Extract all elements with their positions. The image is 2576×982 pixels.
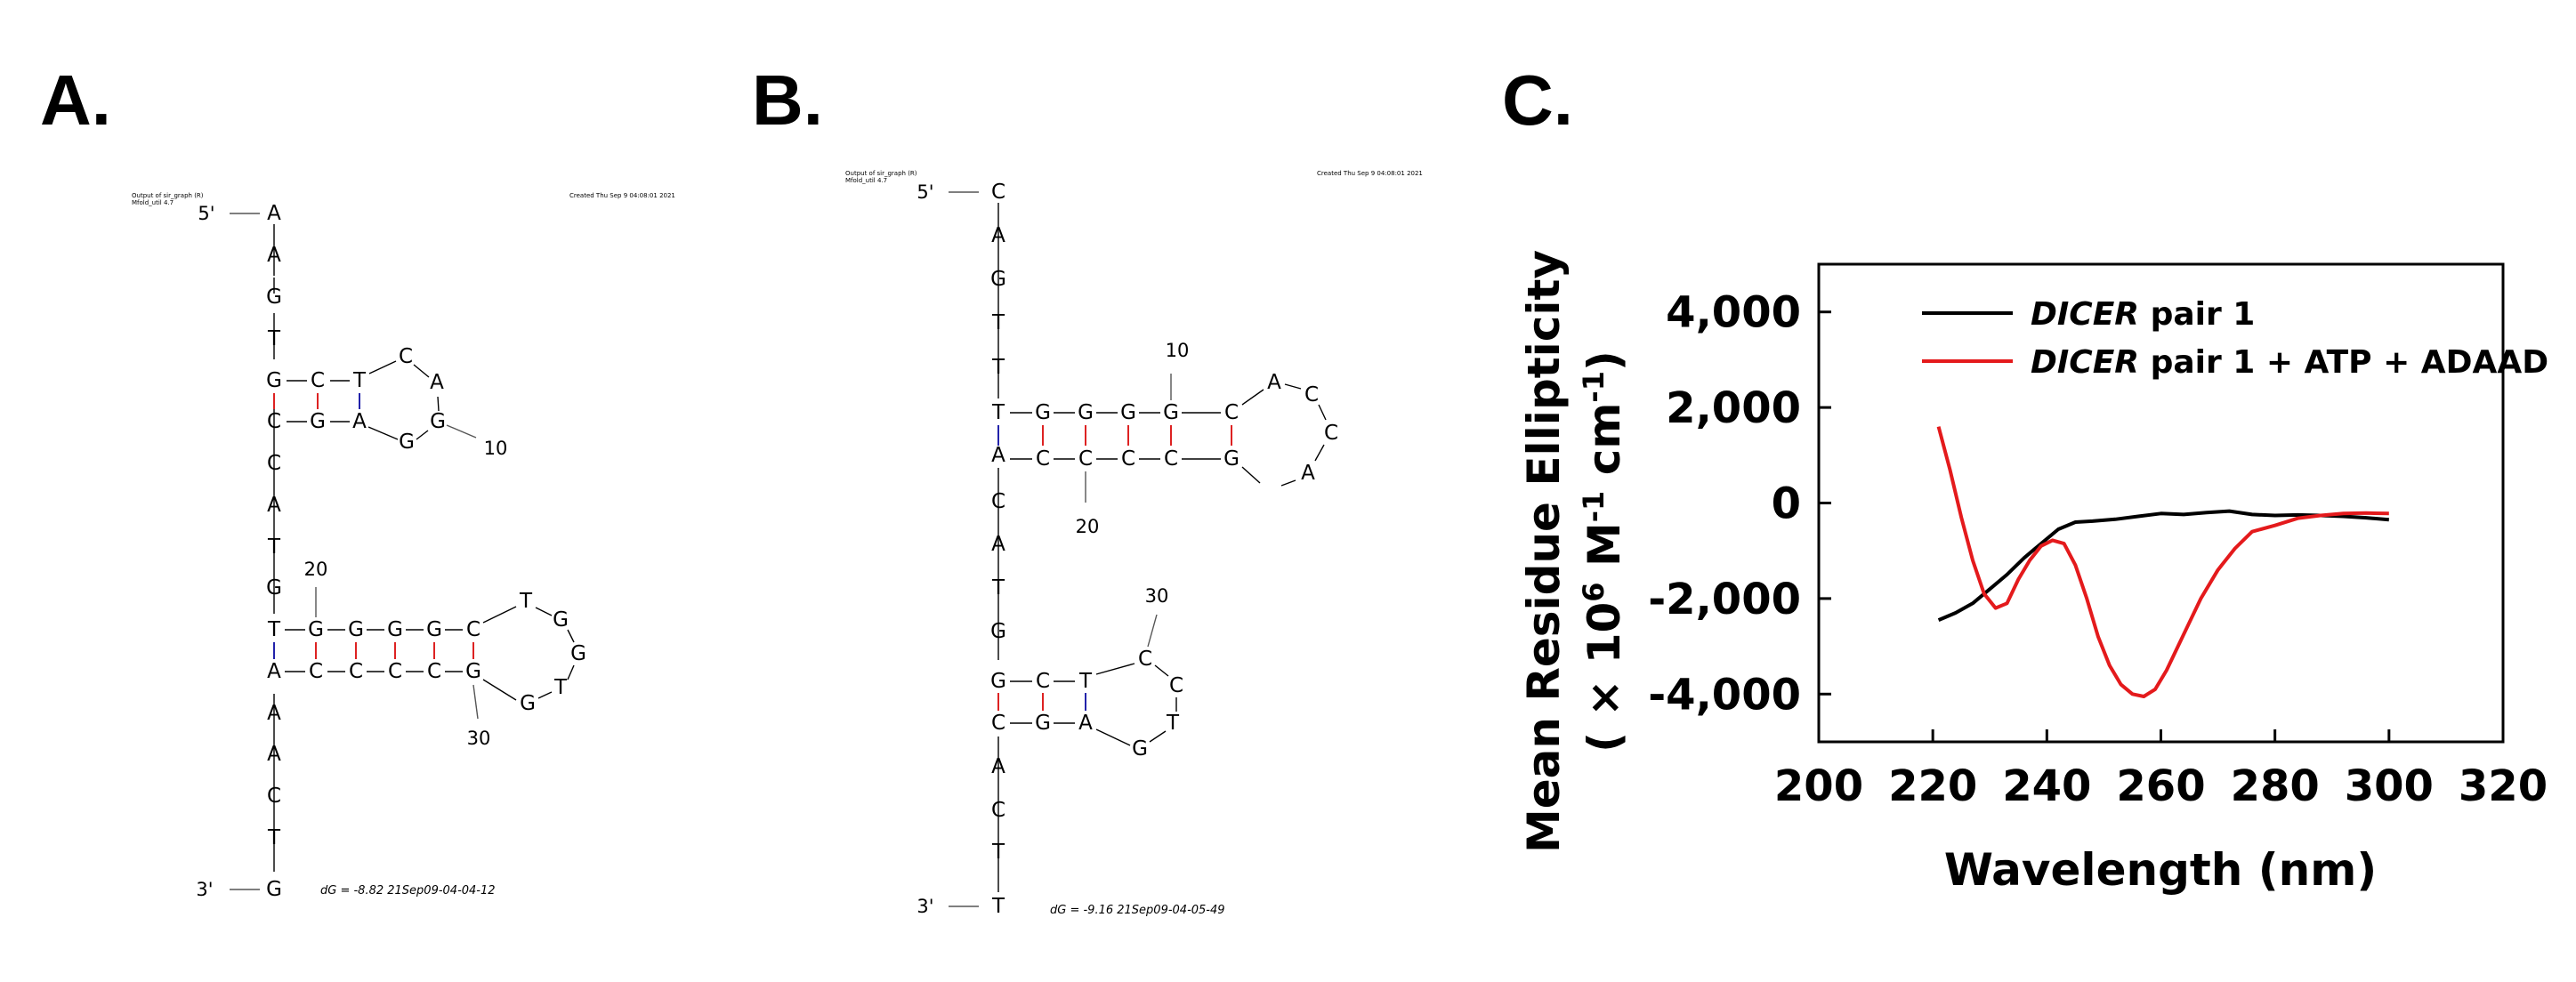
panel-c-letter: C. (1502, 60, 1573, 140)
series-line-dicer-atp-adaad (1939, 427, 2389, 696)
x-tick-label: 300 (2344, 761, 2434, 811)
nucleotide: C (387, 660, 403, 683)
nucleotide: T (267, 535, 281, 559)
panel-b-three-prime: 3' (917, 896, 934, 917)
position-label: 10 (1165, 340, 1190, 361)
nucleotide: G (266, 878, 282, 901)
nucleotide: T (991, 356, 1005, 379)
nucleotide: C (266, 452, 282, 475)
panel-a-letter: A. (40, 60, 111, 140)
plot-frame (1819, 264, 2503, 742)
y-units-cm-exp: -1 (1577, 371, 1611, 403)
nucleotide: T (991, 311, 1005, 334)
panel-b-five-prime: 5' (917, 181, 934, 203)
nucleotide: T (991, 895, 1005, 918)
nucleotide: G (266, 286, 282, 309)
nucleotide: C (266, 410, 282, 433)
panel-a-three-prime: 3' (196, 879, 214, 900)
nucleotide: G (308, 618, 324, 641)
nucleotide: A (267, 494, 281, 517)
y-units-cm: cm (1579, 402, 1630, 491)
x-tick-label: 320 (2458, 761, 2548, 811)
nucleotide: A (267, 244, 281, 267)
position-label: 30 (1144, 585, 1169, 607)
nucleotide: G (399, 431, 415, 454)
nucleotide: C (308, 660, 324, 683)
panel-a-strand (266, 202, 282, 901)
y-tick-label: -2,000 (1648, 574, 1801, 624)
nucleotide: T (267, 618, 281, 641)
panel-a-header-sub: Mfold_util 4.7 (132, 199, 174, 206)
panel-a-energy: dG = -8.82 21Sep09-04-04-12 (320, 884, 496, 897)
nucleotide: A (991, 224, 1005, 247)
nucleotide: C (266, 785, 282, 808)
nucleotide: A (352, 410, 367, 433)
position-tick (473, 685, 478, 719)
x-tick-label: 200 (1773, 761, 1864, 811)
nucleotide: T (267, 327, 281, 350)
x-tick-label: 240 (2002, 761, 2092, 811)
nucleotide: A (267, 743, 281, 766)
nucleotide: A (1078, 712, 1093, 735)
nucleotide: G (990, 268, 1006, 291)
nucleotide: C (990, 799, 1006, 822)
y-units-m: M (1579, 522, 1630, 583)
nucleotide: G (1078, 401, 1094, 424)
panel-a-hairpin-2 (274, 559, 586, 749)
nucleotide: C (1120, 447, 1136, 471)
nucleotide: G (465, 660, 481, 683)
chart-legend (1922, 296, 2548, 381)
panel-c (1502, 60, 2548, 896)
legend-label-dicer-pair-1 (2031, 296, 2255, 333)
panel-b-header-sub: Mfold_util 4.7 (845, 177, 888, 184)
y-axis-units-label (1577, 350, 1630, 753)
nucleotide: T (352, 369, 367, 392)
panel-a-header-right: Created Thu Sep 9 04:08:01 2021 (569, 192, 675, 199)
y-units-close: ) (1579, 350, 1630, 372)
y-axis-label-text: Mean Residue Ellipticity (1518, 249, 1570, 854)
nucleotide: G (266, 576, 282, 600)
panel-b (752, 60, 1423, 918)
nucleotide: C (398, 345, 414, 368)
nucleotide: G (430, 410, 446, 433)
nucleotide: C (1304, 383, 1320, 406)
nucleotide: C (990, 712, 1006, 735)
nucleotide: G (1035, 401, 1051, 424)
nucleotide: C (1035, 670, 1051, 693)
x-tick-label: 220 (1888, 761, 1978, 811)
nucleotide: T (267, 826, 281, 849)
x-axis-label: Wavelength (nm) (1943, 844, 2378, 896)
position-tick (447, 425, 476, 438)
y-units-m-exp: -1 (1577, 490, 1611, 523)
nucleotide: T (991, 576, 1005, 600)
nucleotide: G (1163, 401, 1179, 424)
nucleotide: A (991, 444, 1005, 467)
nucleotide: G (310, 410, 326, 433)
nucleotide: A (1301, 462, 1315, 485)
nucleotide: T (519, 590, 533, 613)
panel-b-header-left: Output of sir_graph (R) (845, 170, 917, 177)
nucleotide: C (990, 181, 1006, 204)
panel-a-hairpin-1 (274, 345, 507, 459)
nucleotide: A (1267, 371, 1281, 394)
nucleotide: G (348, 618, 364, 641)
x-tick-label: 260 (2116, 761, 2206, 811)
nucleotide: G (570, 642, 586, 665)
nucleotide: C (1323, 422, 1339, 445)
nucleotide: A (267, 702, 281, 725)
nucleotide: G (266, 369, 282, 392)
nucleotide: C (1223, 401, 1240, 424)
position-label: 10 (483, 438, 508, 459)
panel-b-hairpin-1 (998, 340, 1338, 537)
nucleotide: A (430, 371, 444, 394)
position-label: 30 (466, 728, 491, 749)
nucleotide: C (1137, 648, 1153, 671)
legend-label-italic: DICER (2031, 344, 2140, 381)
legend-label-rest: pair 1 + ATP + ADAAD (2150, 344, 2549, 381)
nucleotide: C (1078, 447, 1094, 471)
nucleotide: G (990, 620, 1006, 643)
nucleotide: G (387, 618, 403, 641)
panel-a-header-left: Output of sir_graph (R) (132, 192, 204, 199)
nucleotide: A (991, 533, 1005, 556)
nucleotide: C (348, 660, 364, 683)
panel-b-letter: B. (752, 60, 823, 140)
position-label: 20 (303, 559, 328, 580)
panel-b-hairpin-2 (998, 585, 1183, 761)
panel-a-five-prime: 5' (198, 203, 215, 224)
nucleotide: A (267, 202, 281, 225)
panel-b-energy: dG = -9.16 21Sep09-04-05-49 (1050, 904, 1225, 917)
position-tick (1148, 615, 1157, 647)
y-units-exp: 6 (1577, 582, 1611, 602)
chart-series (1939, 427, 2389, 696)
nucleotide: C (465, 618, 481, 641)
nucleotide: G (1035, 712, 1051, 735)
panel-a (40, 60, 675, 901)
nucleotide: A (267, 660, 281, 683)
y-tick-label: 2,000 (1666, 383, 1801, 434)
panel-b-header-right: Created Thu Sep 9 04:08:01 2021 (1317, 170, 1423, 177)
nucleotide: T (991, 841, 1005, 864)
nucleotide: G (553, 608, 569, 632)
y-axis-label-line-2 (1577, 350, 1630, 753)
nucleotide: G (1120, 401, 1136, 424)
nucleotide: T (991, 401, 1005, 424)
nucleotide: C (990, 490, 1006, 513)
nucleotide: C (1035, 447, 1051, 471)
nucleotide: C (426, 660, 442, 683)
nucleotide: G (1223, 447, 1240, 471)
nucleotide: A (991, 755, 1005, 778)
x-tick-label: 280 (2230, 761, 2320, 811)
y-units-prefix: ( × 10 (1579, 601, 1630, 753)
position-label: 20 (1075, 516, 1100, 537)
legend-label-italic: DICER (2031, 296, 2140, 333)
y-tick-label: 4,000 (1666, 287, 1801, 338)
nucleotide: C (1168, 674, 1184, 697)
nucleotide: T (553, 676, 568, 699)
nucleotide: G (990, 670, 1006, 693)
legend-label-dicer-atp-adaad (2031, 344, 2548, 381)
legend-label-rest: pair 1 (2150, 296, 2256, 333)
nucleotide: T (1078, 670, 1093, 693)
y-axis-label-line-1 (1518, 250, 1570, 853)
nucleotide: C (1163, 447, 1179, 471)
nucleotide: G (1132, 737, 1148, 761)
nucleotide: T (1166, 712, 1180, 735)
nucleotide: G (520, 692, 536, 715)
nucleotide: G (426, 618, 442, 641)
y-tick-label: -4,000 (1648, 670, 1801, 720)
y-tick-label: 0 (1771, 479, 1801, 529)
nucleotide: C (310, 369, 326, 392)
